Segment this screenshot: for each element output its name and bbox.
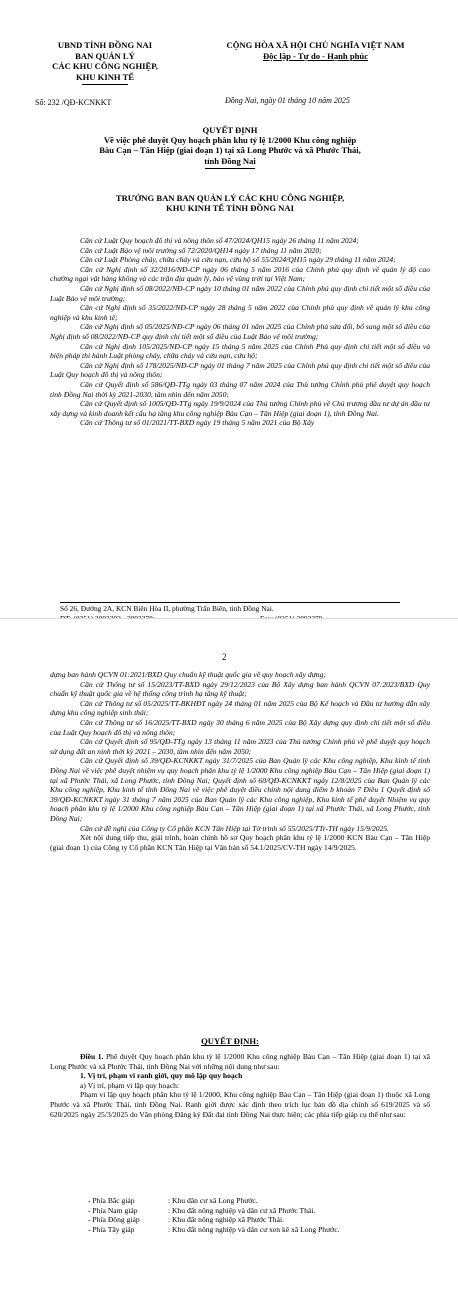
document-title (40, 125, 420, 166)
issuing-agency (30, 40, 180, 82)
basis-item: Căn cứ Luật Quy hoạch đô thị và nông thôn số 47/2024/QH15 ngày 26 tháng 11 năm 2024; (80, 236, 359, 245)
basis-item: Căn cứ Thông tư số 05/2025/TT-BKHĐT ngày 24 tháng 01 năm 2025 của Bộ Kế hoạch và Đầu tư hướng dẫn xây dựng khu công nghiệp sinh thái; (50, 698, 430, 718)
border-side: - Phía Đông giáp (88, 1215, 140, 1225)
title-line-4: tỉnh Đồng Nai (204, 155, 256, 166)
border-item (88, 1225, 339, 1235)
basis-item: Căn cứ Quyết định số 39/QĐ-KCNKKT ngày 31/7/2025 của Ban Quản lý các Khu công nghiệp, Khu kinh tế tỉnh Đồng Nai về việc phê duyệt nhiệm vụ quy hoạch phân khu tỷ lệ 1/2000 Khu công nghiệp Bàu Cạn – Tân Hiệp (giai đoạn 1) tại xã Phước Thái, xã Long Phước, tỉnh Đồng Nai; Quyết định số 60/QĐ-KCNKKT ngày 12/8/2025 của Ban Quản lý các Khu công nghiệp, Khu kinh tế tỉnh Đồng Nai về việc phê duyệt điều chỉnh nội dung điểm b khoản 7 Điều 1 Quyết định số 39/QĐ-KCNKKT ngày 31 tháng 7 năm 2025 của Ban Quản lý các Khu công nghiệp, Khu kinh tế phê duyệt Nhiệm vụ quy hoạch phân khu tỷ lệ 1/2000 Khu công nghiệp Bàu Cạn – Tân Hiệp (giai đoạn 1) tại xã Phước Thái, xã Long Phước, tỉnh Đồng Nai; (50, 756, 430, 823)
article-1-label: Điều 1. (80, 1052, 104, 1061)
borders-list (88, 1196, 339, 1234)
basis-item: Căn cứ Nghị định số 05/2025/NĐ-CP ngày 06 tháng 01 năm 2025 của Chính phủ sửa đổi, bổ sung một số điều của Nghị định số 08/2022/NĐ-CP quy định chi tiết một số điều của Luật Bảo vệ môi trường; (50, 322, 430, 341)
basis-item: Căn cứ Luật Phòng cháy, chữa cháy và cứu nạn, cứu hộ số 55/2024/QH15 ngày 29 tháng 11 năm 2024; (80, 255, 396, 265)
basis-item: Căn cứ đề nghị của Công ty Cổ phần KCN Tân Hiệp tại Tờ trình số 55/2025/TTr-TH ngày 15/9/2025. (80, 823, 390, 833)
page-number: 2 (222, 652, 227, 662)
title-line-2: Về việc phê duyệt Quy hoạch phân khu tỷ lệ 1/2000 Khu công nghiệp (103, 135, 357, 146)
basis-item: Căn cứ Thông tư số 01/2021/TT-BXD ngày 19 tháng 5 năm 2021 của Bộ Xây (80, 418, 315, 428)
legal-bases-list (50, 236, 430, 596)
document-date: Đồng Nai, ngày 01 tháng 10 năm 2025 (225, 96, 350, 105)
basis-item: Căn cứ Nghị định số 178/2025/NĐ-CP ngày 01 tháng 7 năm 2025 của Chính phủ quy định chi tiết một số điều của Luật Quy hoạch đô thị và nông thôn; (50, 360, 430, 380)
agency-line-1: UBND TỈNH ĐỒNG NAI (57, 40, 153, 50)
border-item (88, 1196, 339, 1206)
legal-bases-continued (50, 670, 430, 852)
authority-line-1: TRƯỞNG BAN BAN QUẢN LÝ CÁC KHU CÔNG NGHIỆP, (115, 193, 345, 203)
basis-item: Căn cứ Thông tư số 16/2025/TT-BXD ngày 30 tháng 6 năm 2025 của Bộ Xây dựng quy định chi tiết một số điều của Luật Quy hoạch đô thị và nông thôn; (50, 717, 430, 737)
national-motto: Độc lập - Tự do - Hạnh phúc (262, 50, 369, 61)
title-line-3: Bàu Cạn – Tân Hiệp (giai đoạn 1) tại xã Long Phước và xã Phước Thái, (99, 145, 361, 156)
border-item (88, 1215, 339, 1225)
footer-address: Số 26, Đường 2A, KCN Biên Hòa II, phường Trấn Biên, tỉnh Đồng Nai. (60, 604, 274, 613)
border-desc: : Khu dân cư xã Long Phước. (168, 1196, 258, 1205)
basis-item: Căn cứ Quyết định số 95/QĐ-TTg ngày 13 tháng 11 năm 2023 của Thủ tướng Chính phủ về phê duyệt quy hoạch sử dụng đất an ninh thời kỳ 2021 – 2030, tầm nhìn đến năm 2050; (50, 737, 430, 756)
border-side: - Phía Nam giáp (88, 1205, 138, 1215)
national-header (198, 40, 433, 61)
border-side: - Phía Bắc giáp (88, 1196, 135, 1205)
consideration-paragraph: Xét nội dung tiếp thu, giải trình, hoàn chỉnh hồ sơ Quy hoạch phân khu tỷ lệ 1/2000 KCN Bàu Cạn – Tân Hiệp (giai đoạn 1) của Công ty Cổ phần KCN Tân Hiệp tại Văn bản số 54.1/2025/CV-TH ngày 14/9/2025. (50, 833, 430, 852)
page-1 (0, 0, 458, 618)
authority-heading (40, 193, 420, 213)
agency-line-2: BAN QUẢN LÝ (75, 50, 135, 61)
scope-paragraph: Phạm vi lập quy hoạch phân khu tỷ lệ 1/2000, Khu công nghiệp Bàu Cạn – Tân Hiệp (giai đoạn 1) thuộc xã Long Phước và xã Phước Thái, tỉnh Đồng Nai. Ranh giới được xác định theo trích lục bản đồ địa chính số 619/2025 và số 620/2025 ngày 25/3/2025 do Văn phòng Đăng ký Đất đai tỉnh Đồng Nai thực hiện; các phía tiếp giáp cụ thể như sau: (50, 1090, 430, 1119)
basis-item: Căn cứ Nghị định số 08/2022/NĐ-CP ngày 10 tháng 01 năm 2022 của Chính phủ quy định chi tiết một số điều của Luật Bảo vệ môi trường; (50, 283, 430, 303)
basis-item: Căn cứ Nghị định 105/2025/NĐ-CP ngày 15 tháng 5 năm 2025 của Chính Phủ quy định chi tiết một số điều và biện pháp thi hành Luật phòng cháy, chữa cháy và cứu nạn, cứu hộ; (50, 341, 430, 361)
agency-line-3: CÁC KHU CÔNG NGHIỆP, (52, 61, 158, 72)
section-1a-heading: a) Vị trí, phạm vi lập quy hoạch: (80, 1080, 179, 1090)
basis-item: Căn cứ Nghị định số 32/2016/NĐ-CP ngày 06 tháng 5 năm 2016 của Chính phủ quy định về quản lý độ cao chướng ngại vật hàng không và các trận địa quản lý, bảo vệ vùng trời tại Việt Nam; (50, 264, 430, 284)
basis-item: dựng ban hành QCVN 01:2021/BXD Quy chuẩn kỹ thuật quốc gia về quy hoạch xây dựng; (50, 670, 326, 679)
basis-item: Căn cứ Luật Bảo vệ môi trường số 72/2020/QH14 ngày 17 tháng 11 năm 2020; (80, 245, 322, 255)
agency-underline (82, 84, 128, 85)
title-underline (205, 168, 255, 169)
article-1-text: Phê duyệt Quy hoạch phân khu tỷ lệ 1/2000 Khu công nghiệp Bàu Cạn – Tân Hiệp (giai đoạn 1) tại xã Long Phước và xã Phước Thái, tỉnh Đồng Nai với những nội dung như sau: (50, 1052, 431, 1071)
footer-divider (60, 602, 400, 603)
border-item (88, 1206, 339, 1216)
article-1 (50, 1052, 430, 1119)
border-desc: : Khu đất nông nghiệp và dân cư xen kẽ xã Long Phước. (168, 1224, 340, 1234)
decision-heading: QUYẾT ĐỊNH: (201, 1036, 259, 1046)
basis-item: Căn cứ Quyết định số 1005/QĐ-TTg ngày 19/9/2024 của Thủ tướng Chính phủ về Chủ trương đầu tư dự án đầu tư xây dựng và kinh doanh kết cấu hạ tầng khu công nghiệp Bàu Cạn – Tân Hiệp (giai đoạn 1), tỉnh Đồng Nai. (50, 399, 430, 418)
basis-item: Căn cứ Nghị định số 35/2022/NĐ-CP ngày 28 tháng 5 năm 2022 của Chính phủ quy định về quản lý khu công nghiệp và khu kinh tế; (50, 303, 430, 322)
basis-item: Căn cứ Thông tư số 15/2023/TT-BXD ngày 29/12/2023 của Bộ Xây dựng ban hành QCVN 07:2023/BXD Quy chuẩn kỹ thuật quốc gia về hệ thống công trình hạ tầng kỹ thuật; (50, 679, 430, 699)
border-side: - Phía Tây giáp (88, 1224, 135, 1234)
agency-line-4: KHU KINH TẾ (75, 71, 135, 82)
article-1-paragraph (50, 1052, 430, 1071)
national-title: CỘNG HÒA XÃ HỘI CHỦ NGHĨA VIỆT NAM (226, 40, 405, 50)
page-break (0, 618, 458, 631)
border-desc: : Khu đất nông nghiệp và dân cư xã Phước Thái. (168, 1205, 316, 1215)
authority-line-2: KHU KINH TẾ TỈNH ĐỒNG NAI (166, 203, 294, 214)
basis-item: Căn cứ Quyết định số 586/QĐ-TTg ngày 03 tháng 07 năm 2024 của Thủ tướng Chính phủ phê duyệt quy hoạch tỉnh Đồng Nai thời kỳ 2021-2030, tầm nhìn đến năm 2050; (50, 379, 430, 399)
section-1-heading: 1. Vị trí, phạm vi ranh giới, quy mô lập quy hoạch (80, 1071, 243, 1081)
document-number: Số: 232 /QĐ-KCNKKT (35, 98, 112, 107)
border-desc: : Khu đất nông nghiệp xã Phước Thái. (168, 1215, 284, 1225)
title-line-1: QUYẾT ĐỊNH (202, 125, 258, 135)
